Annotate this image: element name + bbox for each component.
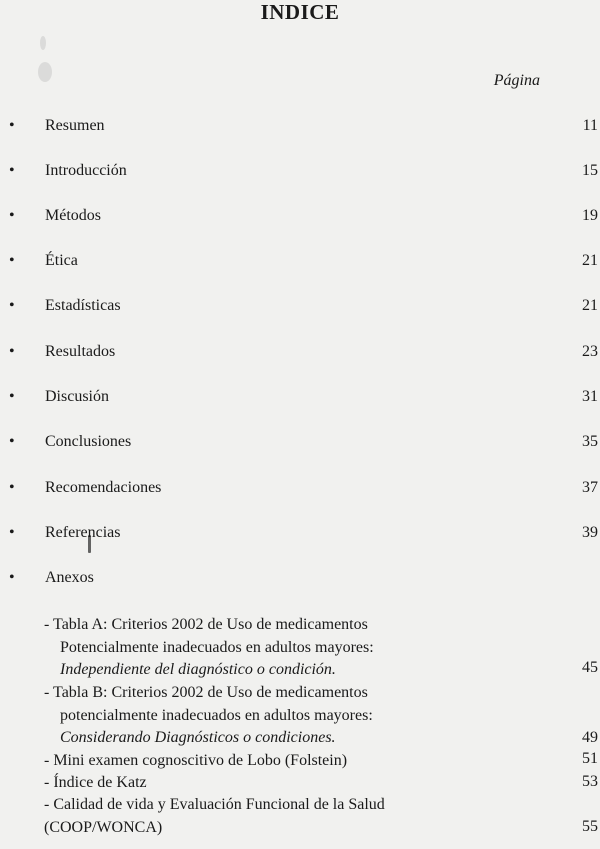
annex-page: 53 bbox=[582, 773, 598, 790]
annex-line: - Mini examen cognoscitivo de Lobo (Folstein) bbox=[44, 752, 348, 769]
toc-entry-label: Recomendaciones bbox=[45, 479, 162, 496]
annex-line: Considerando Diagnósticos o condiciones. bbox=[60, 729, 336, 746]
toc-entry-resumen bbox=[0, 117, 600, 141]
annex-page: 49 bbox=[582, 729, 598, 746]
toc-entry-conclusiones bbox=[0, 433, 600, 457]
annex-line: - Tabla B: Criterios 2002 de Uso de medicamentos bbox=[44, 684, 368, 701]
bullet: • bbox=[9, 343, 15, 360]
toc-entry-label: Resumen bbox=[45, 117, 105, 134]
toc-entry-page: 19 bbox=[582, 207, 598, 224]
toc-entry-anexos bbox=[0, 569, 600, 593]
bullet: • bbox=[9, 117, 15, 134]
toc-entry-page: 39 bbox=[582, 524, 598, 541]
annex-item-mini-examen bbox=[44, 750, 347, 773]
toc-entry-discusion bbox=[0, 388, 600, 412]
toc-entry-label: Métodos bbox=[45, 207, 101, 224]
toc-entry-page: 35 bbox=[582, 433, 598, 450]
toc-entry-page: 15 bbox=[582, 162, 598, 179]
toc-entry-page: 21 bbox=[582, 297, 598, 314]
annex-line: - Calidad de vida y Evaluación Funcional de la Salud bbox=[44, 796, 385, 813]
page-title: INDICE bbox=[260, 0, 340, 24]
toc-entry-label: Resultados bbox=[45, 343, 116, 360]
page-column-header: Página bbox=[493, 72, 540, 89]
toc-entry-resultados bbox=[0, 343, 600, 367]
bullet: • bbox=[9, 388, 15, 405]
annex-item-tabla-a bbox=[44, 614, 374, 682]
annex-page: 55 bbox=[582, 818, 598, 835]
toc-entry-referencias bbox=[0, 524, 600, 548]
toc-entry-introduccion bbox=[0, 162, 600, 186]
annex-line: Potencialmente inadecuados en adultos mayores: bbox=[60, 638, 374, 656]
annex-item-katz bbox=[44, 772, 147, 795]
toc-entry-page: 23 bbox=[582, 343, 598, 360]
annex-line: - Índice de Katz bbox=[44, 774, 147, 791]
bullet: • bbox=[9, 162, 15, 179]
toc-entry-label: Estadísticas bbox=[45, 297, 121, 314]
annex-page: 51 bbox=[582, 750, 598, 767]
toc-entry-page: 31 bbox=[582, 388, 598, 405]
bullet: • bbox=[9, 252, 15, 269]
toc-entry-page: 21 bbox=[582, 252, 598, 269]
bullet: • bbox=[9, 433, 15, 450]
annex-item-tabla-b bbox=[44, 682, 373, 750]
bullet: • bbox=[9, 524, 15, 541]
bullet: • bbox=[9, 479, 15, 496]
toc-entry-recomendaciones bbox=[0, 479, 600, 503]
annex-line: - Tabla A: Criterios 2002 de Uso de medicamentos bbox=[44, 616, 368, 633]
bullet: • bbox=[9, 569, 15, 586]
toc-entry-label: Discusión bbox=[45, 388, 109, 405]
toc-entry-label: Ética bbox=[45, 252, 78, 269]
toc-entry-page: 11 bbox=[582, 117, 598, 134]
toc-entry-label: Conclusiones bbox=[45, 433, 132, 450]
annex-page: 45 bbox=[582, 659, 598, 676]
annex-line: Independiente del diagnóstico o condición. bbox=[60, 661, 336, 678]
toc-entry-label: Introducción bbox=[45, 162, 127, 179]
annex-item-coop-wonca bbox=[44, 794, 385, 839]
bullet: • bbox=[9, 207, 15, 224]
toc-entry-page: 37 bbox=[582, 479, 598, 496]
toc-entry-estadisticas bbox=[0, 297, 600, 321]
toc-entry-metodos bbox=[0, 207, 600, 231]
annex-line: potencialmente inadecuados en adultos mayores: bbox=[60, 706, 373, 724]
toc-entry-label: Referencias bbox=[45, 524, 121, 541]
toc-entry-label: Anexos bbox=[45, 569, 94, 586]
scan-smudge bbox=[38, 62, 52, 82]
annex-line: (COOP/WONCA) bbox=[44, 818, 163, 836]
toc-entry-etica bbox=[0, 252, 600, 276]
scan-smudge bbox=[40, 36, 46, 50]
bullet: • bbox=[9, 297, 15, 314]
